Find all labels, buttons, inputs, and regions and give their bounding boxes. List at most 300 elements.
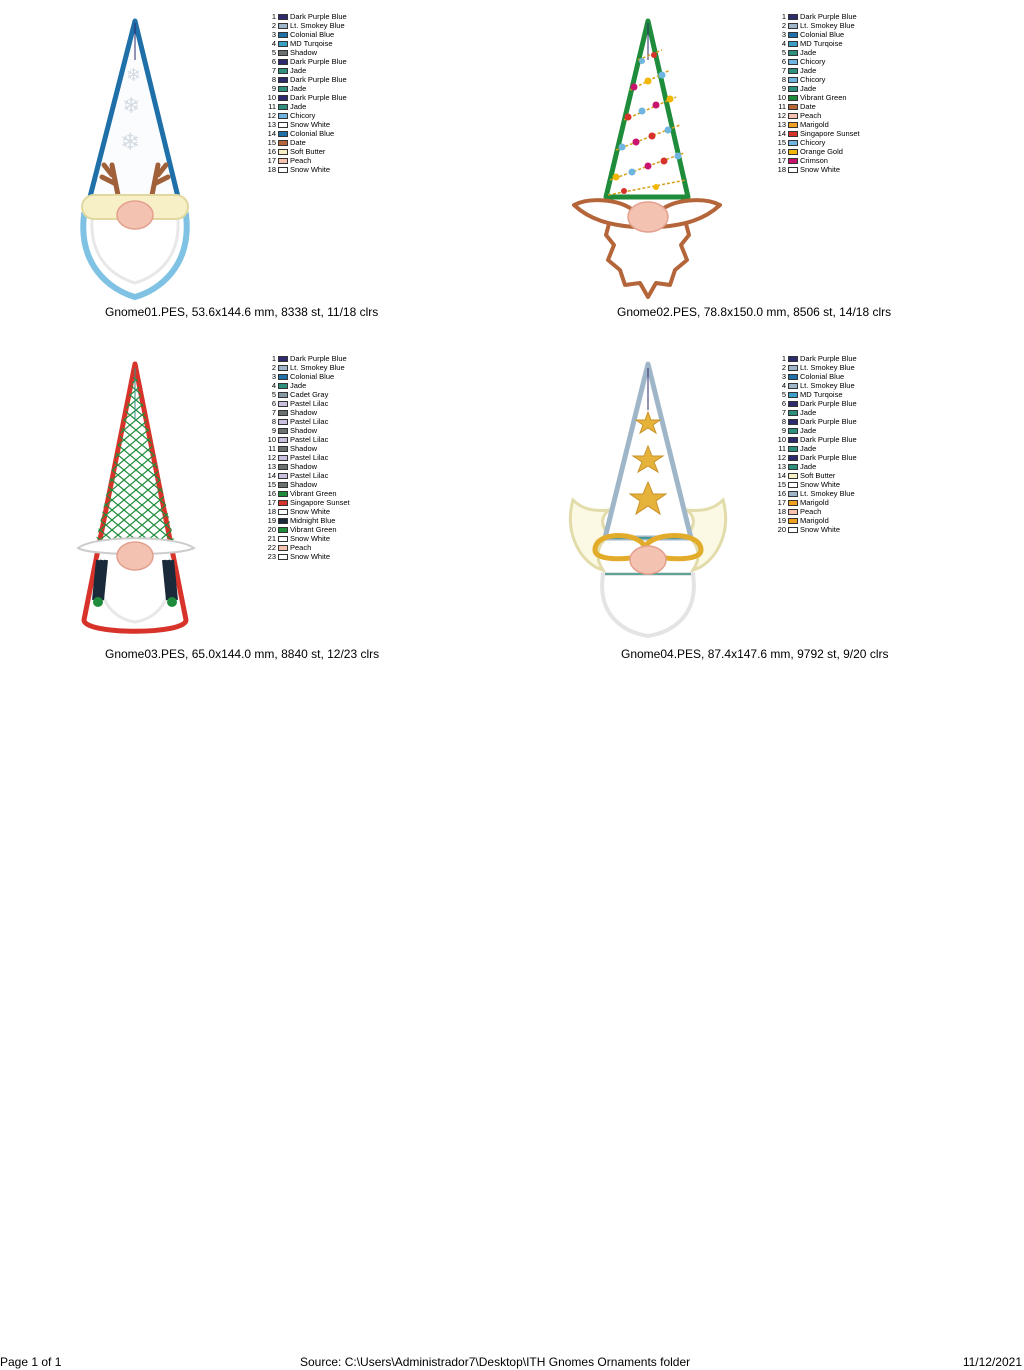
- legend-row: [262, 354, 350, 363]
- legend-row: [262, 21, 347, 30]
- legend-color-name: Marigold: [800, 516, 829, 525]
- legend-row: [262, 399, 350, 408]
- legend-number: 8: [271, 75, 276, 84]
- legend-color-name: Shadow: [290, 426, 318, 435]
- color-swatch: [278, 455, 288, 461]
- legend-number: 7: [271, 66, 276, 75]
- legend-row: [262, 507, 350, 516]
- legend-color-name: Date: [800, 102, 816, 111]
- color-swatch: [788, 167, 798, 173]
- color-swatch: [788, 518, 798, 524]
- legend-row: [772, 30, 860, 39]
- color-swatch: [278, 86, 288, 92]
- legend-row: [772, 435, 857, 444]
- legend-row: [262, 84, 347, 93]
- color-swatch: [278, 158, 288, 164]
- legend-color-name: Jade: [290, 84, 307, 93]
- legend-row: [262, 435, 350, 444]
- legend-number: 4: [271, 381, 276, 390]
- gnome-reindeer-antlers-icon: [70, 15, 200, 300]
- color-swatch: [788, 122, 798, 128]
- legend-number: 1: [271, 12, 276, 21]
- legend-row: [772, 84, 860, 93]
- color-swatch: [788, 455, 798, 461]
- color-swatch: [788, 140, 798, 146]
- legend-number: 11: [268, 444, 276, 453]
- color-swatch: [278, 509, 288, 515]
- color-swatch: [278, 356, 288, 362]
- legend-color-name: Pastel Lilac: [290, 435, 329, 444]
- color-swatch: [788, 113, 798, 119]
- legend-number: 20: [267, 525, 276, 534]
- legend-color-name: Pastel Lilac: [290, 417, 329, 426]
- legend-row: [772, 102, 860, 111]
- legend-number: 17: [267, 498, 276, 507]
- legend-number: 11: [778, 102, 786, 111]
- legend-number: 7: [781, 408, 786, 417]
- color-swatch: [788, 149, 798, 155]
- legend-color-name: Midnight Blue: [290, 516, 336, 525]
- legend-number: 15: [267, 138, 276, 147]
- color-swatch: [278, 113, 288, 119]
- legend-number: 11: [268, 102, 276, 111]
- legend-row: [772, 138, 860, 147]
- legend-number: 16: [777, 489, 786, 498]
- legend-number: 14: [777, 129, 786, 138]
- legend-color-name: Marigold: [800, 120, 829, 129]
- legend-number: 17: [777, 156, 786, 165]
- color-swatch: [788, 23, 798, 29]
- legend-color-name: Vibrant Green: [800, 93, 847, 102]
- legend-row: [772, 444, 857, 453]
- legend-row: [262, 138, 347, 147]
- legend-color-name: Jade: [800, 48, 817, 57]
- legend-row: [772, 156, 860, 165]
- legend-row: [262, 30, 347, 39]
- color-swatch: [278, 500, 288, 506]
- legend-number: 7: [271, 408, 276, 417]
- legend-row: [772, 381, 857, 390]
- color-swatch: [788, 491, 798, 497]
- color-swatch: [278, 167, 288, 173]
- design-caption: Gnome01.PES, 53.6x144.6 mm, 8338 st, 11/18 clrs: [105, 305, 379, 319]
- legend-number: 3: [271, 372, 276, 381]
- legend-number: 1: [781, 12, 786, 21]
- color-swatch: [788, 131, 798, 137]
- footer-source-path: Source: C:\Users\Administrador7\Desktop\ITH Gnomes Ornaments folder: [300, 1355, 691, 1369]
- color-swatch: [788, 500, 798, 506]
- legend-number: 2: [781, 21, 786, 30]
- legend-number: 3: [781, 30, 786, 39]
- legend-number: 5: [781, 48, 786, 57]
- legend-color-name: Dark Purple Blue: [290, 354, 347, 363]
- legend-row: [772, 57, 860, 66]
- legend-color-name: Lt. Smokey Blue: [290, 363, 345, 372]
- legend-row: [772, 462, 857, 471]
- legend-color-name: Pastel Lilac: [290, 399, 329, 408]
- legend-color-name: Pastel Lilac: [290, 471, 329, 480]
- legend-row: [772, 48, 860, 57]
- legend-number: 5: [271, 390, 276, 399]
- legend-color-name: Colonial Blue: [290, 30, 335, 39]
- legend-color-name: Chicory: [800, 75, 826, 84]
- legend-color-name: MD Turqoise: [800, 390, 843, 399]
- legend-color-name: Jade: [800, 426, 817, 435]
- legend-color-name: MD Turqoise: [800, 39, 843, 48]
- legend-row: [262, 75, 347, 84]
- legend-row: [262, 66, 347, 75]
- legend-row: [772, 147, 860, 156]
- legend-number: 22: [267, 543, 276, 552]
- legend-number: 18: [267, 165, 276, 174]
- legend-row: [772, 120, 860, 129]
- legend-color-name: Dark Purple Blue: [800, 399, 857, 408]
- color-swatch: [278, 50, 288, 56]
- legend-row: [772, 480, 857, 489]
- color-swatch: [278, 446, 288, 452]
- gnome-christmas-lights-icon: [570, 15, 725, 300]
- legend-row: [772, 93, 860, 102]
- color-swatch: [278, 401, 288, 407]
- legend-number: 16: [777, 147, 786, 156]
- color-swatch: [788, 473, 798, 479]
- color-legend: [262, 12, 347, 174]
- legend-color-name: Singapore Sunset: [290, 498, 350, 507]
- legend-row: [262, 120, 347, 129]
- legend-number: 4: [781, 381, 786, 390]
- legend-color-name: Dark Purple Blue: [800, 417, 857, 426]
- legend-color-name: Snow White: [290, 507, 331, 516]
- legend-color-name: Snow White: [800, 165, 841, 174]
- legend-color-name: Lt. Smokey Blue: [800, 363, 855, 372]
- color-swatch: [788, 365, 798, 371]
- legend-number: 9: [271, 426, 276, 435]
- legend-row: [262, 480, 350, 489]
- legend-row: [262, 489, 350, 498]
- legend-number: 9: [781, 426, 786, 435]
- legend-row: [772, 75, 860, 84]
- legend-number: 8: [781, 75, 786, 84]
- color-swatch: [788, 410, 798, 416]
- legend-color-name: Jade: [290, 381, 307, 390]
- svg-text:❄: ❄: [120, 128, 141, 156]
- legend-color-name: Colonial Blue: [290, 372, 335, 381]
- legend-color-name: Lt. Smokey Blue: [290, 21, 345, 30]
- legend-row: [772, 453, 857, 462]
- legend-number: 23: [267, 552, 276, 561]
- legend-number: 17: [777, 498, 786, 507]
- legend-row: [262, 165, 347, 174]
- legend-row: [772, 426, 857, 435]
- legend-color-name: Dark Purple Blue: [290, 57, 347, 66]
- legend-row: [262, 147, 347, 156]
- color-swatch: [278, 149, 288, 155]
- legend-number: 19: [267, 516, 276, 525]
- legend-color-name: Peach: [290, 543, 312, 552]
- legend-number: 18: [267, 507, 276, 516]
- color-swatch: [788, 95, 798, 101]
- gnome-green-lattice-hat-icon: [70, 360, 200, 642]
- legend-row: [772, 165, 860, 174]
- color-swatch: [788, 86, 798, 92]
- design-caption: Gnome03.PES, 65.0x144.0 mm, 8840 st, 12/23 clrs: [105, 647, 380, 661]
- legend-color-name: Shadow: [290, 48, 318, 57]
- legend-number: 2: [781, 363, 786, 372]
- legend-number: 10: [267, 435, 276, 444]
- color-swatch: [788, 509, 798, 515]
- legend-color-name: Peach: [290, 156, 312, 165]
- color-swatch: [788, 437, 798, 443]
- legend-color-name: Chicory: [800, 57, 826, 66]
- legend-color-name: Cadet Gray: [290, 390, 329, 399]
- legend-row: [772, 354, 857, 363]
- legend-row: [262, 462, 350, 471]
- svg-text:❄: ❄: [122, 94, 141, 119]
- legend-row: [772, 390, 857, 399]
- legend-color-name: Lt. Smokey Blue: [800, 489, 855, 498]
- color-swatch: [788, 32, 798, 38]
- legend-color-name: Shadow: [290, 480, 318, 489]
- color-swatch: [278, 68, 288, 74]
- legend-number: 17: [267, 156, 276, 165]
- color-swatch: [788, 104, 798, 110]
- legend-row: [262, 93, 347, 102]
- legend-color-name: Soft Butter: [290, 147, 326, 156]
- color-swatch: [788, 356, 798, 362]
- legend-number: 2: [271, 363, 276, 372]
- legend-color-name: Shadow: [290, 462, 318, 471]
- color-swatch: [278, 131, 288, 137]
- legend-row: [262, 363, 350, 372]
- color-swatch: [788, 419, 798, 425]
- legend-row: [772, 21, 860, 30]
- legend-color-name: Chicory: [800, 138, 826, 147]
- legend-color-name: Dark Purple Blue: [290, 93, 347, 102]
- legend-row: [262, 372, 350, 381]
- legend-number: 18: [777, 165, 786, 174]
- svg-text:❄: ❄: [126, 65, 142, 86]
- legend-number: 15: [777, 480, 786, 489]
- legend-color-name: Dark Purple Blue: [290, 75, 347, 84]
- gnome-angel-wings-stars-icon: [563, 360, 733, 642]
- legend-number: 4: [781, 39, 786, 48]
- legend-color-name: Dark Purple Blue: [290, 12, 347, 21]
- legend-row: [262, 48, 347, 57]
- legend-number: 6: [271, 399, 276, 408]
- legend-row: [772, 489, 857, 498]
- legend-number: 20: [777, 525, 786, 534]
- legend-row: [262, 471, 350, 480]
- legend-color-name: Dark Purple Blue: [800, 12, 857, 21]
- legend-number: 10: [777, 435, 786, 444]
- legend-color-name: Orange Gold: [800, 147, 843, 156]
- legend-color-name: Crimson: [800, 156, 828, 165]
- legend-number: 11: [778, 444, 786, 453]
- legend-row: [262, 129, 347, 138]
- legend-row: [772, 507, 857, 516]
- legend-row: [772, 417, 857, 426]
- legend-color-name: Dark Purple Blue: [800, 435, 857, 444]
- legend-color-name: Marigold: [800, 498, 829, 507]
- legend-color-name: Shadow: [290, 444, 318, 453]
- color-swatch: [788, 68, 798, 74]
- legend-color-name: Vibrant Green: [290, 525, 337, 534]
- color-swatch: [278, 464, 288, 470]
- color-swatch: [278, 59, 288, 65]
- color-legend: [772, 12, 860, 174]
- legend-number: 16: [267, 147, 276, 156]
- design-caption: Gnome04.PES, 87.4x147.6 mm, 9792 st, 9/20 clrs: [621, 647, 889, 661]
- legend-number: 9: [781, 84, 786, 93]
- color-swatch: [788, 527, 798, 533]
- color-swatch: [788, 50, 798, 56]
- color-swatch: [788, 14, 798, 20]
- legend-color-name: Vibrant Green: [290, 489, 337, 498]
- color-swatch: [788, 383, 798, 389]
- legend-color-name: Colonial Blue: [800, 30, 845, 39]
- legend-row: [772, 39, 860, 48]
- legend-color-name: Jade: [800, 408, 817, 417]
- legend-number: 21: [267, 534, 276, 543]
- legend-number: 9: [271, 84, 276, 93]
- legend-row: [262, 57, 347, 66]
- color-swatch: [788, 482, 798, 488]
- color-swatch: [278, 374, 288, 380]
- color-swatch: [278, 104, 288, 110]
- color-swatch: [788, 59, 798, 65]
- legend-number: 14: [267, 471, 276, 480]
- legend-number: 16: [267, 489, 276, 498]
- legend-color-name: Dark Purple Blue: [800, 453, 857, 462]
- legend-row: [772, 516, 857, 525]
- legend-color-name: Jade: [290, 102, 307, 111]
- color-swatch: [278, 95, 288, 101]
- color-swatch: [278, 23, 288, 29]
- legend-number: 8: [781, 417, 786, 426]
- color-swatch: [788, 428, 798, 434]
- legend-color-name: Snow White: [290, 552, 331, 561]
- legend-color-name: Dark Purple Blue: [800, 354, 857, 363]
- legend-number: 12: [777, 111, 786, 120]
- footer-date: 11/12/2021: [962, 1355, 1022, 1369]
- color-swatch: [788, 392, 798, 398]
- color-swatch: [278, 473, 288, 479]
- color-swatch: [278, 419, 288, 425]
- color-swatch: [278, 77, 288, 83]
- color-legend: [262, 354, 350, 561]
- legend-color-name: Jade: [290, 66, 307, 75]
- color-swatch: [788, 446, 798, 452]
- legend-number: 12: [267, 111, 276, 120]
- color-swatch: [278, 518, 288, 524]
- legend-color-name: Snow White: [800, 480, 841, 489]
- legend-color-name: Chicory: [290, 111, 316, 120]
- legend-row: [772, 399, 857, 408]
- color-swatch: [278, 365, 288, 371]
- color-swatch: [278, 545, 288, 551]
- legend-number: 19: [777, 516, 786, 525]
- legend-number: 3: [781, 372, 786, 381]
- legend-color-name: Soft Butter: [800, 471, 836, 480]
- legend-color-name: Snow White: [800, 525, 841, 534]
- legend-row: [772, 372, 857, 381]
- legend-color-name: Lt. Smokey Blue: [800, 21, 855, 30]
- color-swatch: [278, 482, 288, 488]
- color-swatch: [788, 158, 798, 164]
- legend-color-name: Shadow: [290, 408, 318, 417]
- color-swatch: [278, 32, 288, 38]
- legend-row: [262, 102, 347, 111]
- legend-number: 2: [271, 21, 276, 30]
- legend-row: [772, 363, 857, 372]
- legend-row: [772, 12, 860, 21]
- design-caption: Gnome02.PES, 78.8x150.0 mm, 8506 st, 14/18 clrs: [617, 305, 892, 319]
- legend-color-name: Date: [290, 138, 306, 147]
- color-swatch: [788, 374, 798, 380]
- color-swatch: [278, 41, 288, 47]
- legend-row: [262, 426, 350, 435]
- legend-color-name: Colonial Blue: [290, 129, 335, 138]
- color-swatch: [278, 140, 288, 146]
- legend-row: [772, 498, 857, 507]
- legend-row: [262, 552, 350, 561]
- legend-row: [262, 543, 350, 552]
- legend-number: 6: [271, 57, 276, 66]
- color-swatch: [278, 428, 288, 434]
- legend-row: [262, 534, 350, 543]
- legend-number: 1: [271, 354, 276, 363]
- legend-row: [262, 525, 350, 534]
- legend-number: 6: [781, 399, 786, 408]
- legend-number: 6: [781, 57, 786, 66]
- legend-color-name: Colonial Blue: [800, 372, 845, 381]
- legend-color-name: Snow White: [290, 165, 331, 174]
- legend-number: 13: [267, 462, 276, 471]
- color-swatch: [278, 536, 288, 542]
- color-swatch: [278, 14, 288, 20]
- legend-number: 13: [777, 462, 786, 471]
- legend-row: [262, 408, 350, 417]
- legend-number: 1: [781, 354, 786, 363]
- legend-number: 10: [267, 93, 276, 102]
- legend-number: 10: [777, 93, 786, 102]
- legend-color-name: Peach: [800, 111, 822, 120]
- legend-row: [772, 66, 860, 75]
- legend-color-name: Jade: [800, 462, 817, 471]
- color-swatch: [278, 122, 288, 128]
- legend-number: 15: [267, 480, 276, 489]
- color-swatch: [278, 437, 288, 443]
- legend-row: [262, 390, 350, 399]
- legend-row: [772, 525, 857, 534]
- legend-row: [772, 111, 860, 120]
- legend-row: [262, 417, 350, 426]
- legend-number: 14: [777, 471, 786, 480]
- legend-number: 5: [271, 48, 276, 57]
- color-swatch: [278, 383, 288, 389]
- color-swatch: [788, 41, 798, 47]
- color-swatch: [278, 554, 288, 560]
- legend-row: [772, 408, 857, 417]
- legend-row: [772, 129, 860, 138]
- legend-row: [262, 444, 350, 453]
- legend-color-name: Jade: [800, 444, 817, 453]
- legend-color-name: Peach: [800, 507, 822, 516]
- legend-number: 3: [271, 30, 276, 39]
- legend-color-name: Pastel Lilac: [290, 453, 329, 462]
- color-legend: [772, 354, 857, 534]
- footer-page-number: Page 1 of 1: [0, 1355, 62, 1369]
